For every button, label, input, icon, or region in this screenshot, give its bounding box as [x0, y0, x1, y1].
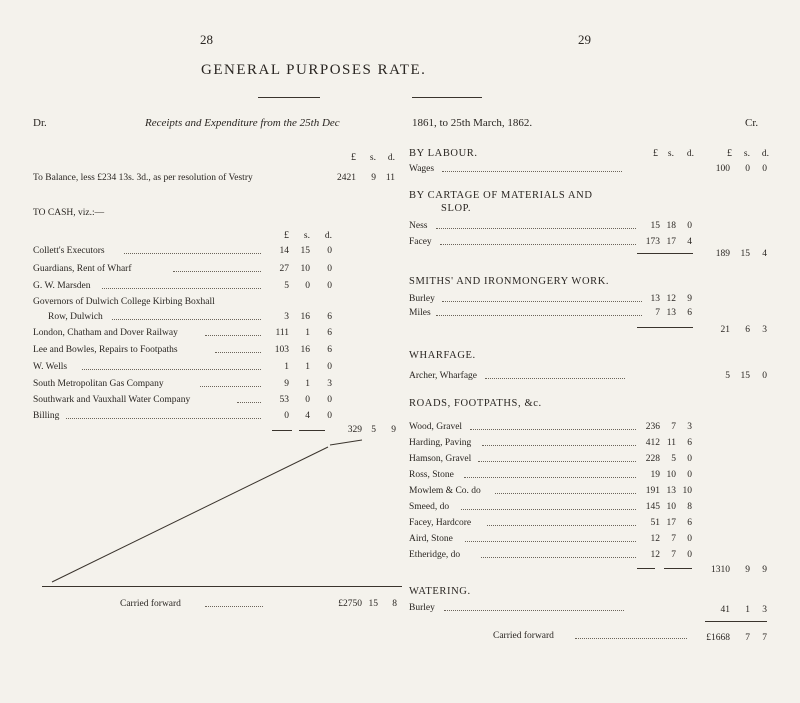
wharfage-item-label: Archer, Wharfage: [409, 371, 478, 381]
cartage-heading: BY CARTAGE OF MATERIALS AND: [409, 190, 593, 201]
subtotal-rule: [637, 253, 693, 254]
leader-dots: [482, 445, 636, 446]
cash-column-head-pence: d.: [324, 231, 332, 241]
roads-item-pence: 0: [687, 454, 692, 464]
cash-item-label: G. W. Marsden: [33, 281, 91, 291]
page-number-left: 28: [200, 32, 213, 47]
leader-dots: [444, 610, 624, 611]
smiths-item-pence: 6: [687, 308, 692, 318]
cash-item-shillings: 0: [305, 281, 310, 291]
cash-item-pence: 6: [327, 345, 332, 355]
cartage-total-shillings: 15: [740, 249, 750, 259]
cash-item-shillings: 10: [300, 264, 310, 274]
roads-item-label: Aird, Stone: [409, 534, 453, 544]
leader-dots: [485, 378, 625, 379]
roads-item-pounds: 19: [650, 470, 660, 480]
cash-item-pounds: 14: [279, 246, 289, 256]
balance-shillings: 9: [371, 173, 376, 183]
balancing-diagonal-end: [330, 440, 362, 445]
roads-item-pence: 8: [687, 502, 692, 512]
leader-dots: [575, 638, 687, 639]
cash-item-pence: 0: [327, 395, 332, 405]
cartage-item-shillings: 18: [666, 221, 676, 231]
smiths-heading: SMITHS' AND IRONMONGERY WORK.: [409, 276, 610, 287]
labour-heading: BY LABOUR.: [409, 148, 478, 159]
subtotal-rule: [664, 568, 692, 569]
balancing-diagonal: [52, 447, 328, 582]
cash-item-pounds: 5: [284, 281, 289, 291]
balance-label: To Balance, less £234 13s. 3d., as per resolution of Vestry: [33, 173, 253, 183]
roads-item-shillings: 17: [666, 518, 676, 528]
cash-item-shillings: 1: [305, 362, 310, 372]
leader-dots: [465, 541, 636, 542]
leader-dots: [470, 429, 636, 430]
cash-item-shillings: 4: [305, 411, 310, 421]
cash-item-label: W. Wells: [33, 362, 68, 372]
roads-total-shillings: 9: [745, 565, 750, 575]
cartage-item-pence: 4: [687, 237, 692, 247]
leader-dots: [461, 509, 636, 510]
smiths-item-label: Miles: [409, 308, 431, 318]
cartage-heading-line-2: SLOP.: [441, 203, 472, 214]
cartage-total-pounds: 189: [715, 249, 730, 259]
wharfage-total-pounds: 5: [725, 371, 730, 381]
cash-item-label: South Metropolitan Gas Company: [33, 379, 164, 389]
roads-item-shillings: 10: [666, 502, 676, 512]
column-head-pence: d.: [761, 149, 769, 159]
leader-dots: [442, 171, 622, 172]
subtotal-rule: [637, 568, 655, 569]
cartage-total-pence: 4: [762, 249, 767, 259]
column-head-pence: d.: [686, 149, 694, 159]
cartage-item-label: Ness: [409, 221, 428, 231]
labour-total-shillings: 0: [745, 164, 750, 174]
cash-total-shillings: 5: [371, 425, 376, 435]
carried-forward-pence: 7: [762, 633, 767, 643]
roads-item-pounds: 145: [645, 502, 660, 512]
cash-total-pounds: 329: [347, 425, 362, 435]
roads-item-shillings: 5: [671, 454, 676, 464]
cash-column-head-shillings: s.: [303, 231, 310, 241]
roads-item-label: Etheridge, do: [409, 550, 461, 560]
column-head-pounds: £: [727, 148, 732, 159]
roads-item-pence: 6: [687, 438, 692, 448]
cash-item-pounds: 103: [274, 345, 289, 355]
roads-item-pounds: 12: [650, 534, 660, 544]
leader-dots: [464, 477, 636, 478]
roads-item-pence: 0: [687, 470, 692, 480]
cash-item-pounds: 1: [284, 362, 289, 372]
to-cash-label: TO CASH, viz.:—: [33, 208, 105, 218]
roads-item-label: Wood, Gravel: [409, 422, 463, 432]
column-head-pounds: £: [653, 148, 658, 159]
roads-total-pence: 9: [762, 565, 767, 575]
cash-item-label: Guardians, Rent of Wharf: [33, 264, 132, 274]
roads-item-pence: 0: [687, 550, 692, 560]
cash-column-head-pounds: £: [284, 230, 289, 241]
balance-pounds: 2421: [337, 173, 356, 183]
cash-item-pence: 6: [327, 328, 332, 338]
roads-item-pence: 6: [687, 518, 692, 528]
wharfage-heading: WHARFAGE.: [409, 350, 476, 361]
header-left-text: Receipts and Expenditure from the 25th Dec: [145, 117, 340, 129]
leader-dots: [436, 228, 636, 229]
cartage-item-pounds: 173: [645, 237, 660, 247]
column-head-pence: d.: [387, 153, 395, 163]
roads-item-pounds: 12: [650, 550, 660, 560]
cash-item-pounds: 27: [279, 264, 289, 274]
cash-item-pence: 0: [327, 411, 332, 421]
roads-item-pounds: 51: [650, 518, 660, 528]
leader-dots: [478, 461, 636, 462]
smiths-item-label: Burley: [409, 294, 435, 304]
smiths-total-pounds: 21: [720, 325, 730, 335]
roads-item-pounds: 236: [645, 422, 660, 432]
cash-item-pounds: 111: [275, 328, 289, 338]
smiths-item-pence: 9: [687, 294, 692, 304]
roads-item-label: Smeed, do: [409, 502, 450, 512]
roads-item-pence: 3: [687, 422, 692, 432]
carried-forward-pence: 8: [392, 599, 397, 609]
column-head-shillings: s.: [743, 149, 750, 159]
page-title: GENERAL PURPOSES RATE.: [201, 62, 427, 78]
roads-item-pounds: 191: [645, 486, 660, 496]
cash-item-pence: 6: [327, 312, 332, 322]
carried-forward-pounds: £2750: [338, 599, 362, 609]
roads-item-pence: 0: [687, 534, 692, 544]
roads-item-pounds: 228: [645, 454, 660, 464]
roads-item-shillings: 11: [666, 438, 676, 448]
credit-label: Cr.: [745, 117, 759, 129]
cash-item-label: London, Chatham and Dover Railway: [33, 328, 178, 338]
column-head-pounds: £: [351, 152, 356, 163]
leader-dots: [436, 315, 642, 316]
cash-item-pounds: 9: [284, 379, 289, 389]
cash-item-label: Governors of Dulwich College Kirbing Boxhall: [33, 297, 215, 307]
smiths-item-pounds: 7: [655, 308, 660, 318]
watering-item-label: Burley: [409, 603, 435, 613]
leader-dots: [442, 301, 642, 302]
wharfage-total-shillings: 15: [740, 371, 750, 381]
cash-item-pence: 3: [327, 379, 332, 389]
watering-total-pounds: 41: [720, 605, 730, 615]
leader-dots: [487, 525, 636, 526]
cash-item-pence: 0: [327, 264, 332, 274]
cash-item-shillings: 1: [305, 328, 310, 338]
carried-forward-pounds: £1668: [706, 633, 730, 643]
labour-total-pence: 0: [762, 164, 767, 174]
smiths-item-shillings: 13: [666, 308, 676, 318]
balance-pence: 11: [385, 173, 395, 183]
cash-item-shillings: 16: [300, 345, 310, 355]
cartage-item-label: Facey: [409, 237, 432, 247]
cash-item-pounds: 53: [279, 395, 289, 405]
cash-item-label: Lee and Bowles, Repairs to Footpaths: [33, 345, 178, 355]
roads-item-label: Harding, Paving: [409, 438, 472, 448]
cash-item-label: Southwark and Vauxhall Water Company: [33, 395, 191, 405]
carried-forward-label: Carried forward: [493, 631, 554, 641]
smiths-total-pence: 3: [762, 325, 767, 335]
smiths-total-shillings: 6: [745, 325, 750, 335]
page-number-right: 29: [578, 32, 591, 47]
roads-item-pounds: 412: [645, 438, 660, 448]
debit-label: Dr.: [33, 117, 47, 129]
carried-forward-label: Carried forward: [120, 599, 181, 609]
roads-item-label: Hamson, Gravel: [409, 454, 472, 464]
labour-item-label: Wages: [409, 164, 435, 174]
cash-item-shillings: 15: [300, 246, 310, 256]
watering-heading: WATERING.: [409, 586, 471, 597]
cartage-item-pounds: 15: [650, 221, 660, 231]
cash-item-shillings: 0: [305, 395, 310, 405]
cash-item-label: Row, Dulwich: [48, 312, 103, 322]
wharfage-total-pence: 0: [762, 371, 767, 381]
cash-item-pounds: 3: [284, 312, 289, 322]
roads-heading: ROADS, FOOTPATHS, &c.: [409, 398, 542, 409]
cartage-item-pence: 0: [687, 221, 692, 231]
roads-item-shillings: 7: [671, 422, 676, 432]
cash-item-shillings: 16: [300, 312, 310, 322]
leader-dots: [481, 557, 636, 558]
header-right-text: 1861, to 25th March, 1862.: [412, 117, 533, 129]
cash-item-pounds: 0: [284, 411, 289, 421]
carried-forward-shillings: 15: [368, 599, 378, 609]
subtotal-rule: [637, 327, 693, 328]
leader-dots: [495, 493, 636, 494]
leader-dots: [440, 244, 636, 245]
cash-item-pence: 0: [327, 362, 332, 372]
cash-item-pence: 0: [327, 281, 332, 291]
roads-item-label: Facey, Hardcore: [409, 518, 472, 528]
column-head-shillings: s.: [667, 149, 674, 159]
roads-item-pence: 10: [682, 486, 692, 496]
right-total-rule: [705, 621, 767, 622]
labour-total-pounds: 100: [715, 164, 730, 174]
cash-item-label: Billing: [33, 411, 60, 421]
smiths-item-pounds: 13: [650, 294, 660, 304]
smiths-item-shillings: 12: [666, 294, 676, 304]
cash-total-pence: 9: [391, 425, 396, 435]
cash-item-label: Collett's Executors: [33, 246, 105, 256]
roads-item-shillings: 7: [671, 550, 676, 560]
roads-item-shillings: 10: [666, 470, 676, 480]
carried-forward-shillings: 7: [745, 633, 750, 643]
roads-item-shillings: 13: [666, 486, 676, 496]
roads-total-pounds: 1310: [711, 565, 730, 575]
watering-total-pence: 3: [762, 605, 767, 615]
roads-item-shillings: 7: [671, 534, 676, 544]
cash-item-shillings: 1: [305, 379, 310, 389]
cash-item-pence: 0: [327, 246, 332, 256]
watering-total-shillings: 1: [745, 605, 750, 615]
roads-item-label: Ross, Stone: [409, 470, 454, 480]
leader-dots: [205, 606, 263, 607]
roads-item-label: Mowlem & Co. do: [409, 486, 481, 496]
cartage-item-shillings: 17: [666, 237, 676, 247]
left-total-rule: [42, 586, 402, 587]
column-head-shillings: s.: [369, 153, 376, 163]
